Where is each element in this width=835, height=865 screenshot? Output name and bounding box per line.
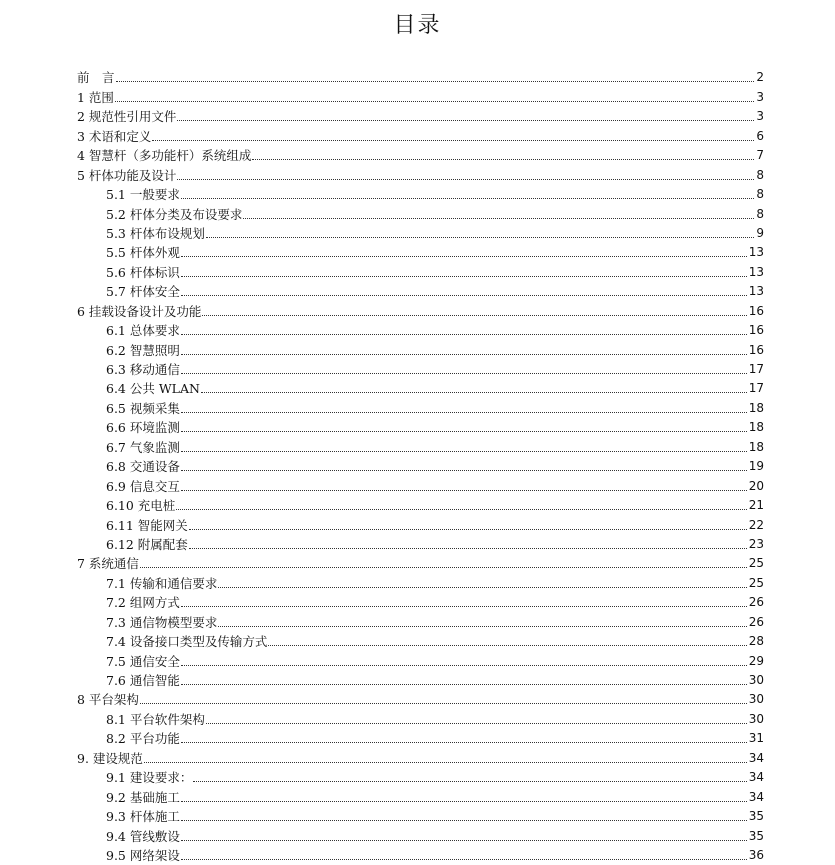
toc-entry-page-number: 28 bbox=[748, 634, 764, 649]
toc-entry[interactable] bbox=[77, 260, 764, 279]
toc-entry-page-number: 9 bbox=[756, 225, 764, 240]
toc-entry-page-number: 22 bbox=[748, 517, 764, 532]
dot-leader bbox=[243, 218, 754, 219]
toc-entry[interactable] bbox=[77, 163, 764, 182]
toc-entry-label: 1 范围 bbox=[77, 89, 114, 105]
dot-leader bbox=[201, 392, 747, 393]
toc-entry-label: 5.6 杆体标识 bbox=[106, 264, 180, 280]
toc-entry[interactable] bbox=[77, 241, 764, 260]
toc-entry-label: 6.9 信息交互 bbox=[106, 478, 180, 494]
toc-entry[interactable] bbox=[77, 202, 764, 221]
toc-entry[interactable] bbox=[77, 183, 764, 202]
toc-entry[interactable] bbox=[77, 805, 764, 824]
table-of-contents bbox=[77, 66, 764, 863]
toc-entry-label: 5 杆体功能及设计 bbox=[77, 167, 177, 183]
toc-entry-page-number: 29 bbox=[748, 653, 764, 668]
toc-entry-page-number: 7 bbox=[756, 148, 764, 163]
toc-entry-page-number: 6 bbox=[756, 128, 764, 143]
toc-entry-label: 2 规范性引用文件 bbox=[77, 109, 177, 125]
toc-entry-label: 4 智慧杆（多功能杆）系统组成 bbox=[77, 148, 252, 164]
toc-entry-label: 7.2 组网方式 bbox=[106, 595, 180, 611]
toc-entry[interactable] bbox=[77, 455, 764, 474]
dot-leader bbox=[181, 431, 747, 432]
toc-entry-page-number: 19 bbox=[748, 459, 764, 474]
dot-leader bbox=[181, 859, 747, 860]
dot-leader bbox=[176, 509, 746, 510]
toc-entry-label: 6.4 公共 WLAN bbox=[106, 381, 200, 397]
toc-entry-page-number: 35 bbox=[748, 828, 764, 843]
toc-entry[interactable] bbox=[77, 513, 764, 532]
toc-entry-page-number: 34 bbox=[748, 750, 764, 765]
dot-leader bbox=[181, 295, 747, 296]
toc-entry-page-number: 30 bbox=[748, 673, 764, 687]
toc-entry-page-number: 8 bbox=[756, 206, 764, 221]
toc-entry[interactable] bbox=[77, 299, 764, 318]
dot-leader bbox=[189, 548, 747, 549]
dot-leader bbox=[218, 626, 746, 627]
toc-entry-label: 7.3 通信物模型要求 bbox=[106, 614, 218, 630]
toc-entry[interactable] bbox=[77, 630, 764, 649]
toc-entry[interactable] bbox=[77, 766, 764, 785]
toc-entry-label: 6.12 附属配套 bbox=[106, 536, 188, 552]
toc-entry-label: 6.11 智能网关 bbox=[106, 517, 188, 533]
toc-entry-page-number: 25 bbox=[748, 575, 764, 590]
toc-entry[interactable] bbox=[77, 280, 764, 299]
dot-leader bbox=[115, 101, 754, 102]
toc-entry-page-number: 34 bbox=[748, 770, 764, 785]
toc-entry-label: 7.6 通信智能 bbox=[106, 673, 180, 688]
toc-entry-page-number: 30 bbox=[748, 711, 764, 726]
toc-entry-page-number: 25 bbox=[748, 556, 764, 571]
toc-entry-page-number: 30 bbox=[748, 692, 764, 707]
toc-entry-label: 9. 建设规范 bbox=[77, 750, 143, 766]
dot-leader bbox=[181, 334, 747, 335]
toc-entry-label: 6.1 总体要求 bbox=[106, 323, 180, 339]
toc-entry-page-number: 3 bbox=[756, 109, 764, 124]
toc-entry[interactable] bbox=[77, 144, 764, 163]
dot-leader bbox=[181, 840, 747, 841]
dot-leader bbox=[181, 412, 747, 413]
toc-entry-label: 5.3 杆体布设规划 bbox=[106, 225, 205, 241]
dot-leader bbox=[177, 120, 754, 121]
toc-entry-page-number: 3 bbox=[756, 89, 764, 104]
toc-entry-label: 3 术语和定义 bbox=[77, 128, 152, 144]
toc-entry-label: 7.1 传输和通信要求 bbox=[106, 575, 218, 591]
toc-entry-page-number: 23 bbox=[748, 536, 764, 551]
toc-entry-page-number: 31 bbox=[748, 731, 764, 746]
toc-entry[interactable] bbox=[77, 707, 764, 726]
dot-leader bbox=[181, 665, 747, 666]
toc-entry-page-number: 34 bbox=[748, 789, 764, 804]
dot-leader bbox=[252, 159, 754, 160]
dot-leader bbox=[181, 820, 747, 821]
toc-entry-page-number: 8 bbox=[756, 167, 764, 182]
toc-entry-label: 8.1 平台软件架构 bbox=[106, 711, 205, 727]
dot-leader bbox=[116, 81, 755, 82]
toc-entry-label: 9.3 杆体施工 bbox=[106, 809, 180, 825]
toc-entry[interactable] bbox=[77, 338, 764, 357]
toc-entry-page-number: 17 bbox=[748, 381, 764, 396]
toc-entry-page-number: 13 bbox=[748, 284, 764, 299]
toc-entry[interactable] bbox=[77, 649, 764, 668]
toc-entry[interactable] bbox=[77, 785, 764, 804]
toc-entry-label: 9.1 建设要求： bbox=[106, 770, 193, 786]
toc-entry-label: 6.7 气象监测 bbox=[106, 439, 180, 455]
dot-leader bbox=[177, 179, 754, 180]
toc-entry-page-number: 36 bbox=[748, 847, 764, 862]
dot-leader bbox=[193, 781, 746, 782]
toc-entry-label: 6.2 智慧照明 bbox=[106, 342, 180, 358]
toc-entry-label: 7 系统通信 bbox=[77, 556, 139, 572]
dot-leader bbox=[181, 354, 747, 355]
toc-entry-label: 7.5 通信安全 bbox=[106, 653, 180, 669]
toc-entry[interactable] bbox=[77, 222, 764, 241]
toc-entry-page-number: 16 bbox=[748, 323, 764, 338]
toc-entry[interactable] bbox=[77, 533, 764, 552]
dot-leader bbox=[140, 567, 747, 568]
toc-entry[interactable] bbox=[77, 416, 764, 435]
toc-entry-label: 9.4 管线敷设 bbox=[106, 828, 180, 844]
toc-entry-page-number: 18 bbox=[748, 400, 764, 415]
toc-entry-page-number: 17 bbox=[748, 362, 764, 376]
toc-entry[interactable] bbox=[77, 435, 764, 454]
toc-entry[interactable] bbox=[77, 105, 764, 124]
toc-entry-label: 6.6 环境监测 bbox=[106, 420, 180, 436]
toc-entry-page-number: 13 bbox=[748, 264, 764, 279]
toc-entry[interactable] bbox=[77, 494, 764, 513]
toc-entry-page-number: 2 bbox=[756, 70, 764, 85]
dot-leader bbox=[181, 256, 747, 257]
toc-entry-page-number: 18 bbox=[748, 420, 764, 435]
dot-leader bbox=[140, 703, 747, 704]
toc-entry-label: 5.1 一般要求 bbox=[106, 187, 180, 203]
dot-leader bbox=[181, 451, 747, 452]
dot-leader bbox=[181, 684, 747, 685]
toc-entry[interactable] bbox=[77, 669, 764, 688]
toc-entry[interactable] bbox=[77, 474, 764, 493]
toc-entry[interactable] bbox=[77, 824, 764, 843]
toc-entry-label: 6 挂载设备设计及功能 bbox=[77, 303, 202, 319]
dot-leader bbox=[268, 645, 746, 646]
toc-entry[interactable] bbox=[77, 727, 764, 746]
toc-entry[interactable] bbox=[77, 319, 764, 338]
toc-entry-label: 8.2 平台功能 bbox=[106, 731, 180, 747]
toc-entry-label: 9.2 基础施工 bbox=[106, 789, 180, 805]
toc-entry-label: 6.3 移动通信 bbox=[106, 362, 180, 377]
dot-leader bbox=[206, 237, 755, 238]
toc-entry[interactable] bbox=[77, 844, 764, 863]
toc-entry[interactable] bbox=[77, 591, 764, 610]
toc-entry[interactable] bbox=[77, 610, 764, 629]
toc-entry[interactable] bbox=[77, 377, 764, 396]
dot-leader bbox=[181, 742, 747, 743]
toc-entry[interactable] bbox=[77, 85, 764, 104]
dot-leader bbox=[181, 373, 747, 374]
dot-leader bbox=[189, 529, 747, 530]
toc-entry-page-number: 13 bbox=[748, 245, 764, 260]
toc-entry[interactable] bbox=[77, 571, 764, 590]
toc-entry[interactable] bbox=[77, 66, 764, 85]
dot-leader bbox=[181, 276, 747, 277]
dot-leader bbox=[181, 606, 747, 607]
dot-leader bbox=[181, 470, 747, 471]
dot-leader bbox=[144, 762, 747, 763]
toc-entry-page-number: 26 bbox=[748, 614, 764, 629]
toc-entry-label: 7.4 设备接口类型及传输方式 bbox=[106, 634, 268, 650]
toc-entry-page-number: 35 bbox=[748, 809, 764, 824]
toc-entry-page-number: 26 bbox=[748, 595, 764, 610]
toc-entry-label: 8 平台架构 bbox=[77, 692, 139, 708]
toc-entry-page-number: 8 bbox=[756, 187, 764, 202]
toc-entry-page-number: 21 bbox=[748, 498, 764, 513]
toc-entry-page-number: 18 bbox=[748, 439, 764, 454]
toc-entry-label: 6.8 交通设备 bbox=[106, 459, 180, 475]
toc-entry-label: 6.5 视频采集 bbox=[106, 400, 180, 416]
toc-entry[interactable] bbox=[77, 396, 764, 415]
toc-entry-label: 5.5 杆体外观 bbox=[106, 245, 180, 261]
toc-entry[interactable] bbox=[77, 358, 764, 377]
dot-leader bbox=[181, 801, 747, 802]
toc-entry-page-number: 20 bbox=[748, 478, 764, 493]
toc-entry-page-number: 16 bbox=[748, 342, 764, 357]
dot-leader bbox=[181, 198, 755, 199]
toc-entry-page-number: 16 bbox=[748, 303, 764, 318]
dot-leader bbox=[202, 315, 746, 316]
toc-entry[interactable] bbox=[77, 552, 764, 571]
dot-leader bbox=[218, 587, 746, 588]
toc-entry[interactable] bbox=[77, 688, 764, 707]
dot-leader bbox=[206, 723, 747, 724]
dot-leader bbox=[152, 140, 754, 141]
toc-entry[interactable] bbox=[77, 124, 764, 143]
toc-entry-label: 5.7 杆体安全 bbox=[106, 284, 180, 300]
toc-entry-label: 5.2 杆体分类及布设要求 bbox=[106, 206, 243, 222]
toc-title: 目录 bbox=[393, 13, 442, 38]
toc-entry-label: 9.5 网络架设 bbox=[106, 847, 180, 863]
toc-entry[interactable] bbox=[77, 746, 764, 765]
toc-entry-label: 前 言 bbox=[77, 70, 115, 86]
dot-leader bbox=[181, 490, 747, 491]
toc-entry-label: 6.10 充电桩 bbox=[106, 498, 176, 514]
